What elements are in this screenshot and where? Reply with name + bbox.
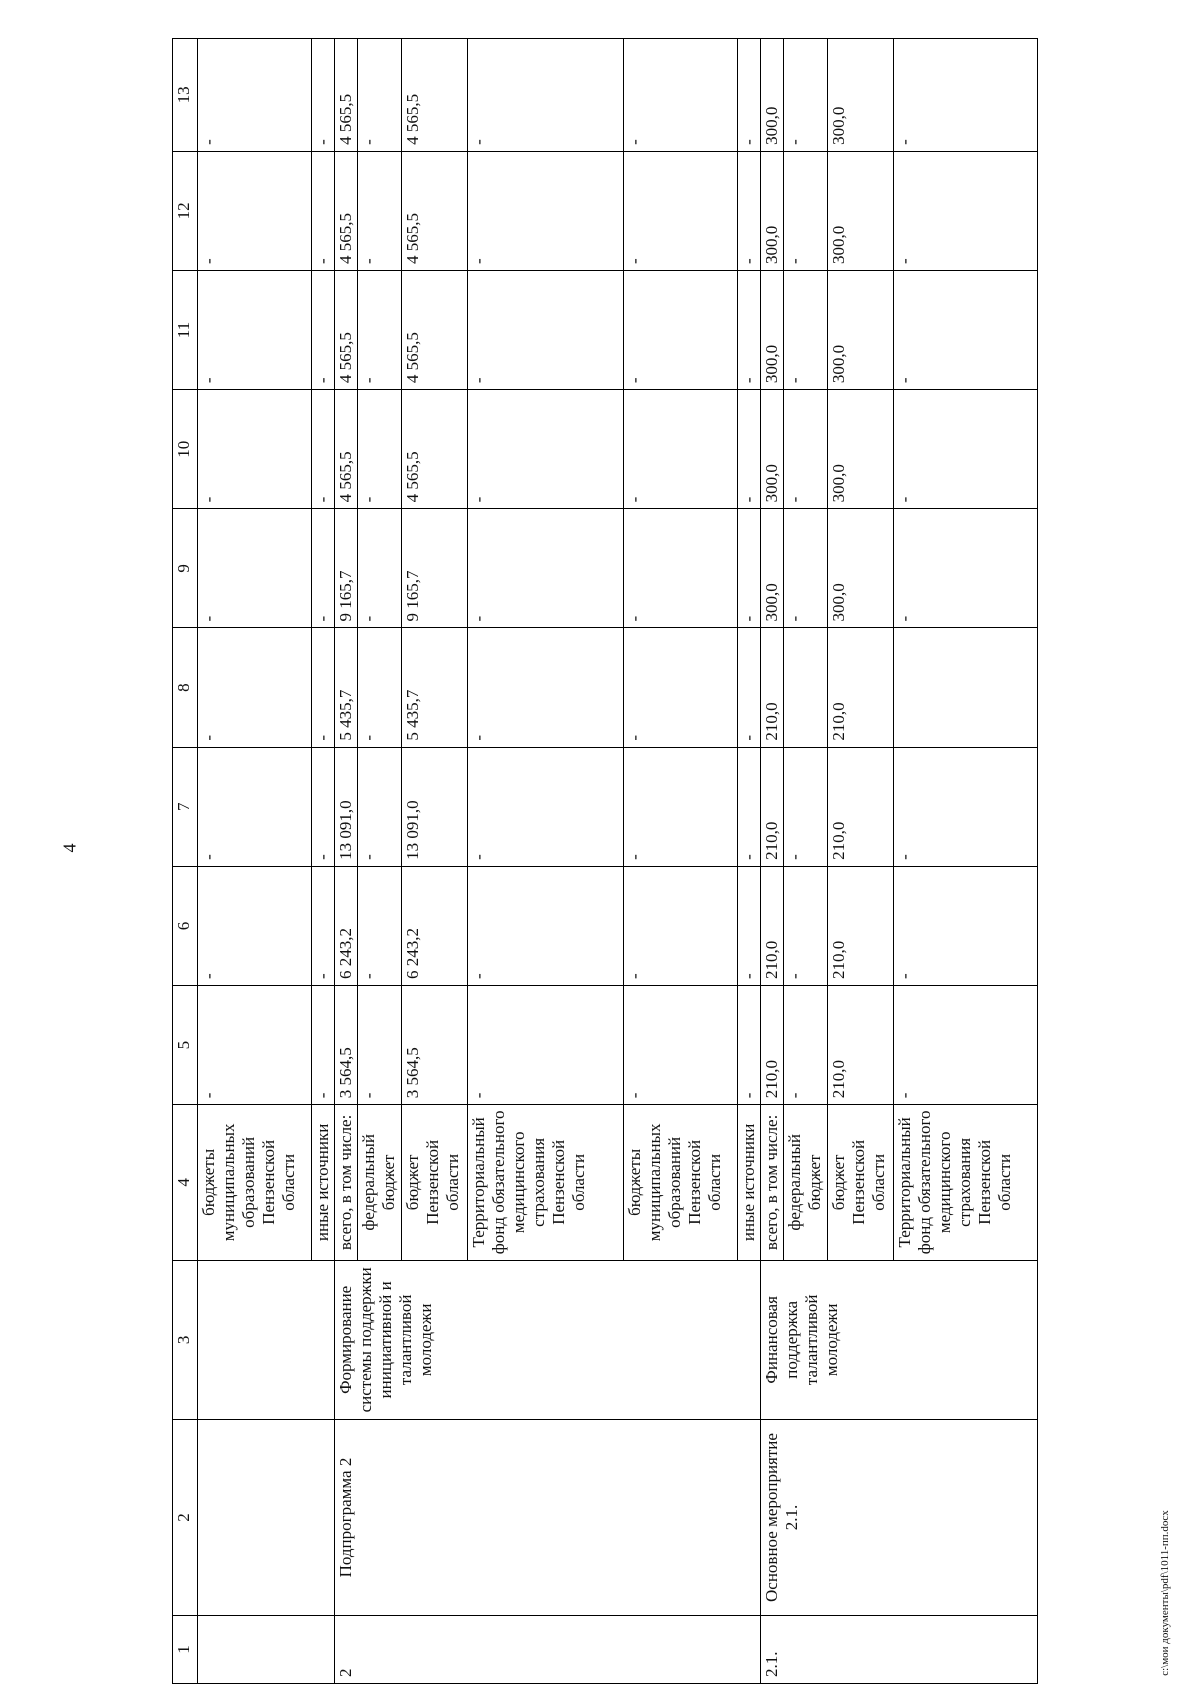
program-goal-cell: Финансовая поддержка талантливой молодежи: [761, 1260, 1038, 1420]
value-cell: 300,0: [828, 390, 894, 509]
value-cell: -: [198, 270, 312, 389]
value-cell: -: [738, 39, 761, 152]
value-cell: 4 565,5: [402, 270, 468, 389]
funding-source-cell: федеральный бюджет: [784, 1105, 828, 1260]
value-cell: 300,0: [761, 39, 784, 152]
page-number: 4: [59, 843, 80, 853]
value-cell: -: [358, 628, 402, 747]
value-cell: 6 243,2: [335, 866, 358, 985]
value-cell: 210,0: [828, 747, 894, 866]
value-cell: -: [468, 628, 624, 747]
value-cell: -: [624, 151, 738, 270]
value-cell: 4 565,5: [402, 39, 468, 152]
value-cell: 300,0: [828, 270, 894, 389]
value-cell: 13 091,0: [335, 747, 358, 866]
value-cell: 300,0: [761, 390, 784, 509]
value-cell: -: [468, 509, 624, 628]
footer-file-path: c:\мои документы\pdf\1011-пп.docx: [1159, 1510, 1171, 1676]
column-number: 2: [173, 1420, 198, 1616]
value-cell: -: [198, 628, 312, 747]
value-cell: -: [624, 39, 738, 152]
value-cell: 210,0: [761, 628, 784, 747]
value-cell: -: [198, 39, 312, 152]
value-cell: 210,0: [828, 866, 894, 985]
value-cell: -: [624, 866, 738, 985]
value-cell: -: [624, 270, 738, 389]
value-cell: -: [358, 270, 402, 389]
value-cell: -: [894, 270, 1038, 389]
column-number: 12: [173, 151, 198, 270]
funding-source-cell: Территориальный фонд обязательного медицинского страхования Пензенской области: [894, 1105, 1038, 1260]
value-cell: -: [784, 986, 828, 1105]
value-cell: -: [312, 390, 335, 509]
program-name-cell: Подпрограмма 2: [335, 1420, 761, 1616]
value-cell: 300,0: [828, 39, 894, 152]
table-row: [761, 39, 784, 1684]
rotated-table-frame: [172, 38, 1174, 1684]
value-cell: 9 165,7: [335, 509, 358, 628]
value-cell: -: [358, 986, 402, 1105]
value-cell: -: [312, 747, 335, 866]
value-cell: -: [624, 747, 738, 866]
value-cell: 210,0: [761, 747, 784, 866]
column-number: 7: [173, 747, 198, 866]
funding-table: [172, 38, 1038, 1684]
value-cell: 13 091,0: [402, 747, 468, 866]
value-cell: -: [198, 509, 312, 628]
value-cell: [894, 628, 1038, 747]
funding-source-cell: бюджет Пензенской области: [402, 1105, 468, 1260]
table-container: [172, 38, 1174, 1684]
value-cell: -: [894, 390, 1038, 509]
value-cell: -: [358, 151, 402, 270]
value-cell: -: [894, 866, 1038, 985]
value-cell: -: [358, 509, 402, 628]
column-number: 11: [173, 270, 198, 389]
value-cell: -: [738, 151, 761, 270]
funding-source-cell: всего, в том числе:: [335, 1105, 358, 1260]
value-cell: -: [198, 986, 312, 1105]
value-cell: 210,0: [828, 628, 894, 747]
value-cell: -: [738, 986, 761, 1105]
column-number: 8: [173, 628, 198, 747]
program-goal-cell: Формирование системы поддержки инициативной и талантливой молодежи: [335, 1260, 761, 1420]
value-cell: -: [312, 509, 335, 628]
column-number: 4: [173, 1105, 198, 1260]
value-cell: -: [198, 866, 312, 985]
funding-source-cell: бюджет Пензенской области: [828, 1105, 894, 1260]
value-cell: -: [624, 986, 738, 1105]
value-cell: -: [198, 390, 312, 509]
value-cell: -: [784, 151, 828, 270]
table-row: [198, 39, 312, 1684]
row-number-cell: 2.1.: [761, 1615, 1038, 1683]
value-cell: 300,0: [828, 509, 894, 628]
column-number: 3: [173, 1260, 198, 1420]
value-cell: -: [312, 151, 335, 270]
value-cell: 5 435,7: [402, 628, 468, 747]
value-cell: 4 565,5: [335, 151, 358, 270]
column-number-row: [173, 39, 198, 1684]
value-cell: 300,0: [761, 151, 784, 270]
value-cell: 3 564,5: [402, 986, 468, 1105]
program-name-cell: Основное мероприятие 2.1.: [761, 1420, 1038, 1616]
value-cell: -: [312, 270, 335, 389]
value-cell: -: [312, 866, 335, 985]
value-cell: -: [358, 39, 402, 152]
column-number: 9: [173, 509, 198, 628]
value-cell: [784, 628, 828, 747]
value-cell: -: [784, 39, 828, 152]
value-cell: -: [468, 270, 624, 389]
row-number-cell: 2: [335, 1615, 761, 1683]
value-cell: 9 165,7: [402, 509, 468, 628]
value-cell: -: [468, 747, 624, 866]
value-cell: -: [784, 509, 828, 628]
value-cell: -: [468, 390, 624, 509]
program-name-cell: [198, 1420, 335, 1616]
value-cell: 210,0: [761, 866, 784, 985]
column-number: 10: [173, 390, 198, 509]
program-goal-cell: [198, 1260, 335, 1420]
funding-source-cell: бюджеты муниципальных образований Пензенской области: [624, 1105, 738, 1260]
value-cell: 4 565,5: [335, 39, 358, 152]
value-cell: -: [784, 866, 828, 985]
funding-source-cell: федеральный бюджет: [358, 1105, 402, 1260]
value-cell: -: [468, 39, 624, 152]
value-cell: -: [738, 390, 761, 509]
value-cell: 210,0: [828, 986, 894, 1105]
value-cell: -: [624, 509, 738, 628]
value-cell: -: [312, 39, 335, 152]
value-cell: -: [738, 270, 761, 389]
value-cell: -: [468, 986, 624, 1105]
value-cell: -: [358, 866, 402, 985]
value-cell: -: [358, 747, 402, 866]
value-cell: -: [894, 986, 1038, 1105]
value-cell: -: [198, 151, 312, 270]
value-cell: -: [784, 390, 828, 509]
value-cell: 4 565,5: [402, 390, 468, 509]
value-cell: -: [312, 986, 335, 1105]
value-cell: -: [738, 509, 761, 628]
value-cell: 300,0: [828, 151, 894, 270]
value-cell: -: [738, 866, 761, 985]
funding-source-cell: иные источники: [738, 1105, 761, 1260]
value-cell: -: [198, 747, 312, 866]
value-cell: 300,0: [761, 270, 784, 389]
value-cell: -: [894, 747, 1038, 866]
table-body: [173, 39, 1038, 1684]
value-cell: -: [738, 747, 761, 866]
value-cell: -: [624, 628, 738, 747]
value-cell: 4 565,5: [402, 151, 468, 270]
row-number-cell: [198, 1615, 335, 1683]
funding-source-cell: бюджеты муниципальных образований Пензенской области: [198, 1105, 312, 1260]
column-number: 1: [173, 1615, 198, 1683]
value-cell: 210,0: [761, 986, 784, 1105]
column-number: 5: [173, 986, 198, 1105]
value-cell: -: [624, 390, 738, 509]
column-number: 6: [173, 866, 198, 985]
value-cell: -: [468, 151, 624, 270]
funding-source-cell: иные источники: [312, 1105, 335, 1260]
value-cell: 3 564,5: [335, 986, 358, 1105]
value-cell: 5 435,7: [335, 628, 358, 747]
value-cell: -: [312, 628, 335, 747]
funding-source-cell: всего, в том числе:: [761, 1105, 784, 1260]
table-row: [335, 39, 358, 1684]
value-cell: -: [894, 151, 1038, 270]
value-cell: -: [738, 628, 761, 747]
value-cell: -: [784, 270, 828, 389]
value-cell: -: [894, 509, 1038, 628]
value-cell: 4 565,5: [335, 390, 358, 509]
funding-source-cell: Территориальный фонд обязательного медицинского страхования Пензенской области: [468, 1105, 624, 1260]
value-cell: 4 565,5: [335, 270, 358, 389]
value-cell: -: [468, 866, 624, 985]
column-number: 13: [173, 39, 198, 152]
value-cell: -: [784, 747, 828, 866]
value-cell: -: [358, 390, 402, 509]
value-cell: 300,0: [761, 509, 784, 628]
value-cell: 6 243,2: [402, 866, 468, 985]
value-cell: -: [894, 39, 1038, 152]
